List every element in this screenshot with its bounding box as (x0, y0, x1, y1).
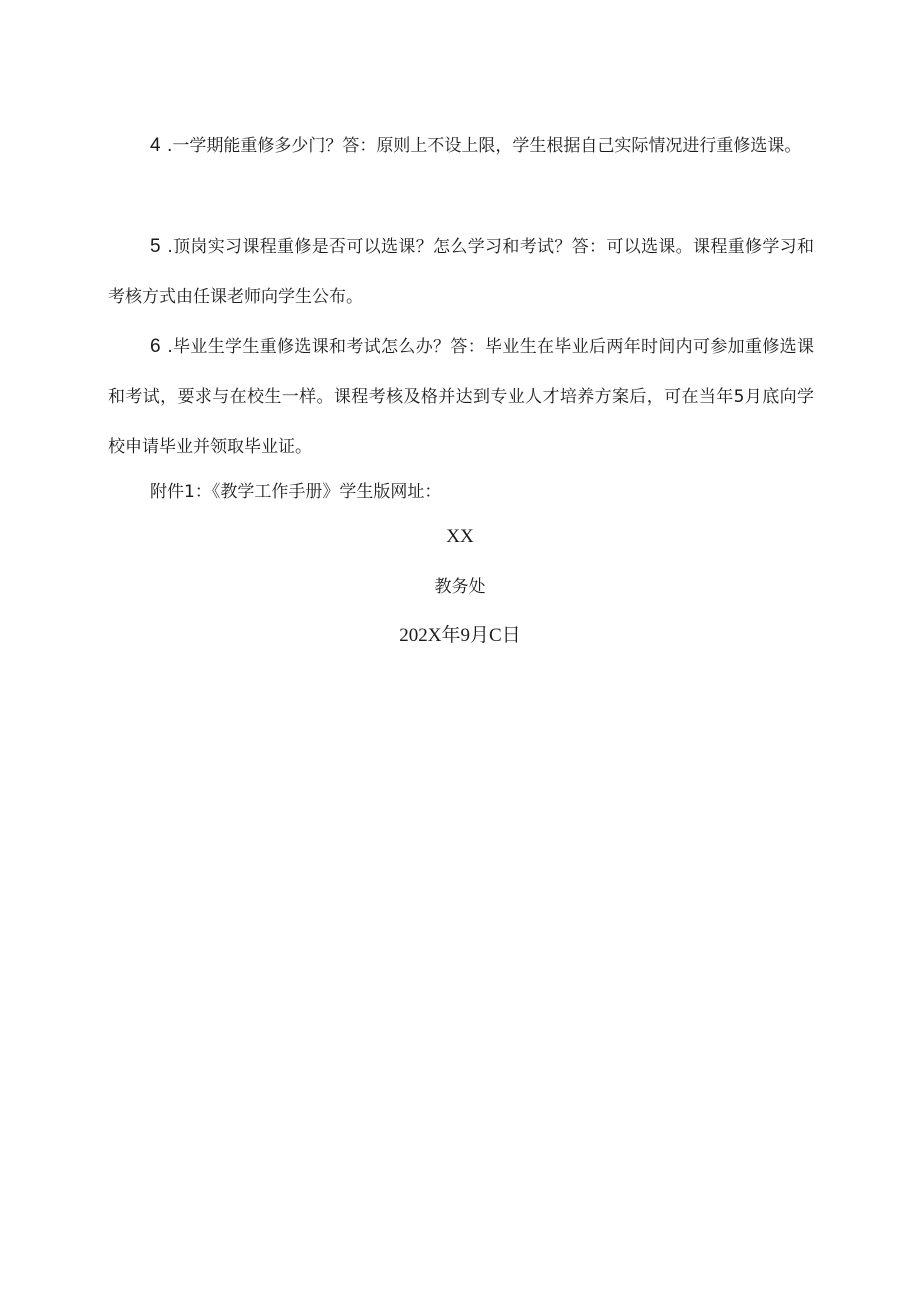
signature-office: 教务处 (434, 577, 486, 597)
faq-item-5 (108, 222, 814, 322)
faq-item-text: .一学期能重修多少门？答：原则上不设上限，学生根据自己实际情况进行重修选课。 (166, 136, 802, 156)
faq-item-number: 4 (150, 135, 162, 156)
faq-item-text: .毕业生学生重修选课和考试怎么办？答：毕业生在毕业后两年时间内可参加重修选课和考试，要求与在校生一样。课程考核及格并达到专业人才培养方案后，可在当年5月底向学校申请毕业并领取毕业证。 (108, 337, 815, 457)
faq-item-6 (108, 322, 814, 472)
faq-item-number: 5 (150, 236, 162, 257)
signature-org: XX (446, 526, 474, 547)
attachment-note: 附件1：《教学工作手册》学生版网址： (150, 482, 442, 502)
signature-date: 202X年9月C日 (399, 625, 521, 646)
faq-item-text: .顶岗实习课程重修是否可以选课？怎么学习和考试？答：可以选课。课程重修学习和考核方式由任课老师向学生公布。 (108, 237, 815, 307)
faq-item-number: 6 (150, 336, 162, 357)
faq-item-4 (108, 121, 814, 171)
